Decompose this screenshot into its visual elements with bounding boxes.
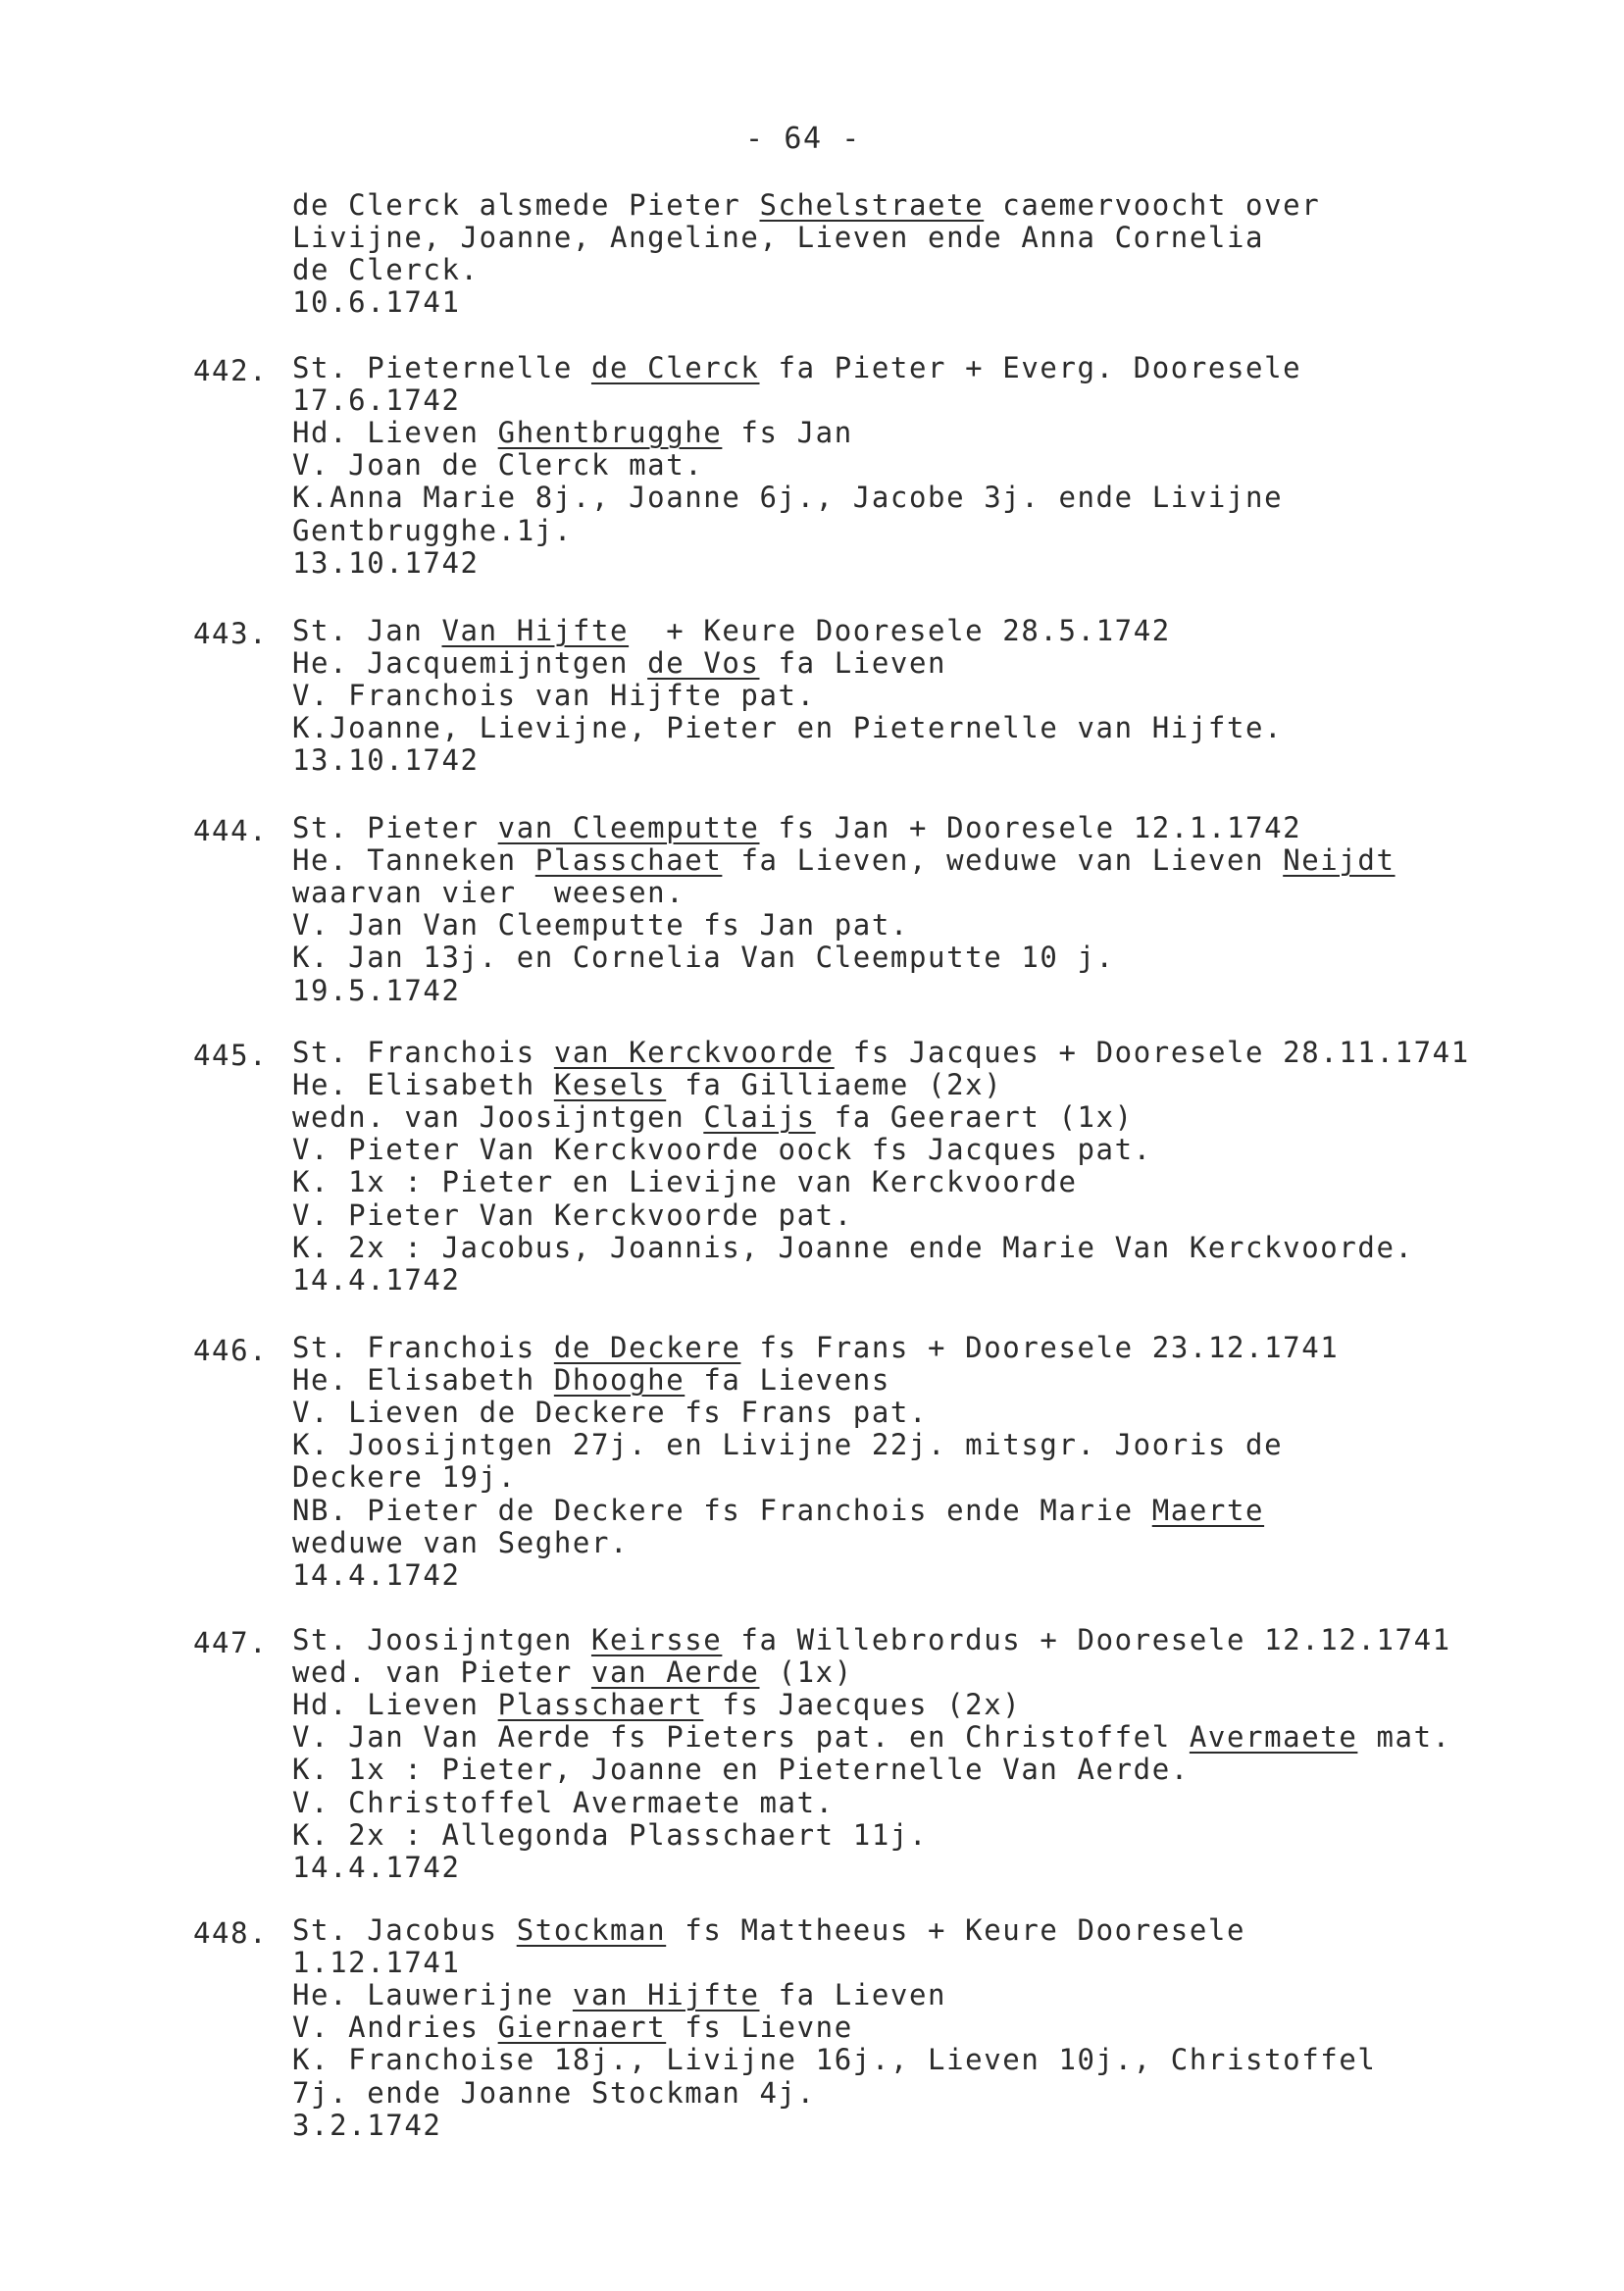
text-line xyxy=(292,941,1115,975)
text-line xyxy=(292,1460,517,1495)
underlined-name: Ghentbrugghe xyxy=(497,416,723,450)
text-segment: fs Frans + Dooresele 23.12.1741 xyxy=(740,1331,1340,1364)
text-segment: St. Pieternelle xyxy=(292,351,591,384)
text-line xyxy=(292,2043,1377,2077)
text-segment: 3.2.1742 xyxy=(292,2108,442,2142)
text-segment: de Clerck alsmede Pieter xyxy=(292,188,760,222)
text-segment: fs Jan xyxy=(722,416,853,450)
text-segment: fa Gilliaeme (2x) xyxy=(666,1068,1003,1102)
text-segment: fa Lieven, weduwe van Lieven xyxy=(722,843,1284,878)
text-segment: 13.10.1742 xyxy=(292,743,480,778)
text-segment: wed. van Pieter xyxy=(292,1655,591,1690)
underlined-name: Plasschaert xyxy=(497,1688,704,1722)
underlined-name: van Aerde xyxy=(590,1655,760,1690)
text-line xyxy=(292,876,685,910)
text-line xyxy=(292,1068,1003,1102)
text-segment: + Keure Dooresele 28.5.1742 xyxy=(629,614,1171,647)
text-segment: mat. xyxy=(1357,1720,1451,1755)
text-segment: K. 2x : Jacobus, Joannis, Joanne ende Marie Van Kerckvoorde. xyxy=(292,1230,1414,1264)
text-segment: fa Lievens xyxy=(685,1363,890,1398)
text-segment: K. Joosijntgen 27j. en Livijne 22j. mitsgr. Jooris de xyxy=(292,1428,1284,1462)
text-line xyxy=(292,545,480,580)
text-segment: fa Willebrordus + Dooresele 12.12.1741 xyxy=(722,1623,1451,1656)
underlined-name: Neijdt xyxy=(1283,843,1396,878)
text-segment: (1x) xyxy=(759,1655,853,1690)
text-segment: V. Lieven de Deckere fs Frans pat. xyxy=(292,1396,929,1430)
text-segment: NB. Pieter de Deckere fs Franchois ende Marie xyxy=(292,1493,1152,1527)
underlined-name: de Vos xyxy=(647,646,760,681)
text-segment: 7j. ende Joanne Stockman 4j. xyxy=(292,2075,816,2110)
text-segment: fs Lievne xyxy=(666,2011,853,2045)
text-segment: 10.6.1741 xyxy=(292,285,461,320)
text-segment: K.Anna Marie 8j., Joanne 6j., Jacobe 3j. ende Livijne xyxy=(292,481,1284,515)
text-segment: V. Christoffel Avermaete mat. xyxy=(292,1785,835,1819)
text-line xyxy=(292,1262,461,1297)
text-segment: de Clerck. xyxy=(292,253,480,287)
entry-number: 444. xyxy=(193,814,269,847)
text-segment: 14.4.1742 xyxy=(292,1262,461,1297)
text-line xyxy=(292,1525,630,1559)
text-segment: V. Jan Van Aerde fs Pieters pat. en Christoffel xyxy=(292,1720,1190,1755)
text-segment: K.Joanne, Lievijne, Pieter en Pieternelle van Hijfte. xyxy=(292,711,1284,745)
text-segment: caemervoocht over xyxy=(984,188,1321,222)
entry-number: 448. xyxy=(193,1916,269,1950)
text-line xyxy=(292,1230,1414,1264)
text-line xyxy=(292,908,909,942)
text-line xyxy=(292,2075,816,2110)
text-segment: He. Elisabeth xyxy=(292,1068,554,1102)
text-line xyxy=(292,221,1265,255)
underlined-name: Dhooghe xyxy=(553,1363,685,1398)
text-line xyxy=(292,1557,461,1592)
text-line xyxy=(292,351,1302,384)
text-segment: St. Jacobus xyxy=(292,1913,517,1947)
page-number: - 64 - xyxy=(745,122,861,156)
text-segment: St. Jan xyxy=(292,614,442,647)
text-segment: He. Elisabeth xyxy=(292,1363,554,1398)
text-segment: fs Jaecques (2x) xyxy=(703,1688,1022,1722)
text-line xyxy=(292,383,461,418)
text-segment: fs Jan + Dooresele 12.1.1742 xyxy=(759,811,1302,844)
text-segment: K. 1x : Pieter, Joanne en Pieternelle Van Aerde. xyxy=(292,1753,1190,1787)
text-segment: fa Lieven xyxy=(759,1978,947,2012)
text-segment: St. Pieter xyxy=(292,811,498,844)
text-line xyxy=(292,481,1284,515)
text-segment: wedn. van Joosijntgen xyxy=(292,1100,704,1135)
text-segment: 1.12.1741 xyxy=(292,1946,461,1980)
text-segment: Livijne, Joanne, Angeline, Lieven ende Anna Cornelia xyxy=(292,221,1265,255)
text-line xyxy=(292,1396,929,1430)
text-segment: fa Lieven xyxy=(759,646,947,681)
text-segment: 14.4.1742 xyxy=(292,1850,461,1884)
text-segment: fs Mattheeus + Keure Dooresele xyxy=(666,1913,1246,1947)
text-segment: Hd. Lieven xyxy=(292,416,498,450)
text-line xyxy=(292,285,461,320)
text-line xyxy=(292,1363,890,1398)
text-segment: K. 1x : Pieter en Lievijne van Kerckvoorde xyxy=(292,1165,1078,1199)
text-segment: St. Franchois xyxy=(292,1331,554,1364)
text-segment: 14.4.1742 xyxy=(292,1557,461,1592)
underlined-name: van Kerckvoorde xyxy=(553,1036,835,1069)
underlined-name: Van Hijfte xyxy=(441,614,630,647)
entry-number: 446. xyxy=(193,1334,269,1367)
text-line xyxy=(292,743,480,778)
underlined-name: Claijs xyxy=(703,1100,816,1135)
text-segment: V. Franchois van Hijfte pat. xyxy=(292,679,816,713)
text-line xyxy=(292,2011,853,2045)
text-line xyxy=(292,843,1396,878)
text-line xyxy=(292,1493,1265,1527)
text-segment: weduwe van Segher. xyxy=(292,1525,630,1559)
text-segment: He. Tanneken xyxy=(292,843,535,878)
text-line xyxy=(292,1623,1451,1656)
text-line xyxy=(292,1655,853,1690)
text-line xyxy=(292,448,704,483)
text-segment: K. Franchoise 18j., Livijne 16j., Lieven 10j., Christoffel xyxy=(292,2043,1377,2077)
text-segment: fa Geeraert (1x) xyxy=(815,1100,1134,1135)
underlined-name: de Deckere xyxy=(553,1331,741,1364)
text-line xyxy=(292,188,1321,222)
text-segment: V. Jan Van Cleemputte fs Jan pat. xyxy=(292,908,909,942)
text-line xyxy=(292,416,853,450)
entry-number: 445. xyxy=(193,1039,269,1072)
text-segment: St. Joosijntgen xyxy=(292,1623,591,1656)
text-line xyxy=(292,811,1302,844)
entry-number: 447. xyxy=(193,1626,269,1659)
text-line xyxy=(292,253,480,287)
text-line xyxy=(292,614,1171,647)
text-segment: waarvan vier weesen. xyxy=(292,876,685,910)
text-segment: V. Pieter Van Kerckvoorde pat. xyxy=(292,1197,853,1232)
underlined-name: Keirsse xyxy=(590,1623,723,1656)
text-line xyxy=(292,1688,1022,1722)
text-segment: Hd. Lieven xyxy=(292,1688,498,1722)
underlined-name: van Cleemputte xyxy=(497,811,760,844)
text-segment: Deckere 19j. xyxy=(292,1460,517,1495)
text-line xyxy=(292,711,1284,745)
text-line xyxy=(292,1331,1340,1364)
text-segment: Gentbrugghe.1j. xyxy=(292,513,573,547)
text-segment: He. Lauwerijne xyxy=(292,1978,573,2012)
text-line xyxy=(292,1978,947,2012)
underlined-name: Schelstraete xyxy=(759,188,985,222)
text-line xyxy=(292,646,947,681)
underlined-name: Avermaete xyxy=(1189,1720,1358,1755)
text-segment: 13.10.1742 xyxy=(292,545,480,580)
underlined-name: Maerte xyxy=(1151,1493,1265,1527)
underlined-name: van Hijfte xyxy=(572,1978,760,2012)
text-line xyxy=(292,1036,1470,1069)
text-line xyxy=(292,1428,1284,1462)
underlined-name: Kesels xyxy=(553,1068,667,1102)
underlined-name: Stockman xyxy=(516,1913,667,1947)
underlined-name: de Clerck xyxy=(590,351,760,384)
text-segment: K. 2x : Allegonda Plasschaert 11j. xyxy=(292,1817,929,1852)
underlined-name: Plasschaet xyxy=(534,843,723,878)
text-segment: K. Jan 13j. en Cornelia Van Cleemputte 10 j. xyxy=(292,941,1115,975)
text-line xyxy=(292,973,461,1007)
entry-number: 443. xyxy=(193,617,269,650)
text-line xyxy=(292,513,573,547)
text-segment: V. Andries xyxy=(292,2011,498,2045)
text-line xyxy=(292,1913,1246,1947)
text-segment: V. Pieter Van Kerckvoorde oock fs Jacques pat. xyxy=(292,1133,1152,1167)
text-segment: 17.6.1742 xyxy=(292,383,461,418)
text-line xyxy=(292,1100,1134,1135)
text-line xyxy=(292,1785,835,1819)
text-line xyxy=(292,1817,929,1852)
text-line xyxy=(292,1850,461,1884)
text-line xyxy=(292,679,816,713)
text-line xyxy=(292,1133,1152,1167)
text-segment: fs Jacques + Dooresele 28.11.1741 xyxy=(834,1036,1470,1069)
text-line xyxy=(292,1753,1190,1787)
text-segment: V. Joan de Clerck mat. xyxy=(292,448,704,483)
text-line xyxy=(292,1197,853,1232)
underlined-name: Giernaert xyxy=(497,2011,667,2045)
text-line xyxy=(292,1720,1451,1755)
text-segment: He. Jacquemijntgen xyxy=(292,646,648,681)
text-segment: 19.5.1742 xyxy=(292,973,461,1007)
text-line xyxy=(292,1946,461,1980)
text-segment: St. Franchois xyxy=(292,1036,554,1069)
text-line xyxy=(292,2108,442,2142)
text-line xyxy=(292,1165,1078,1199)
text-segment: fa Pieter + Everg. Dooresele xyxy=(759,351,1302,384)
entry-number: 442. xyxy=(193,354,269,387)
